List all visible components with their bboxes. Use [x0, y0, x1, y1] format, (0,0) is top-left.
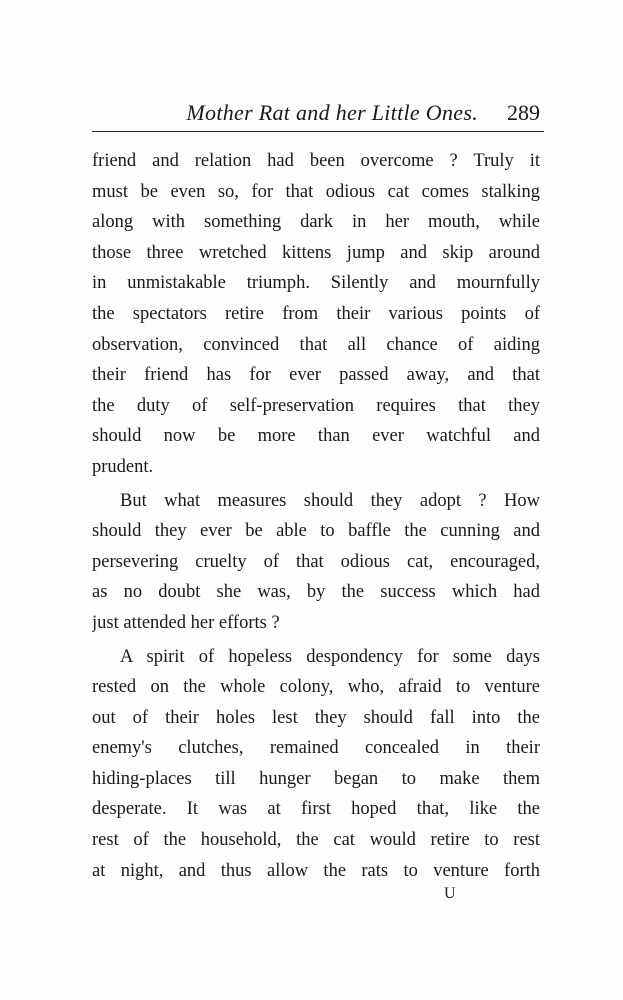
text-line: rested on the whole colony, who, afraid to venture	[92, 677, 540, 698]
text-line: as no doubt she was, by the success which had	[92, 582, 540, 603]
text-line: at night, and thus allow the rats to venture forth	[92, 860, 540, 881]
text-line: But what measures should they adopt ? How	[120, 490, 540, 511]
body-text	[92, 146, 540, 886]
text-line: along with something dark in her mouth, while	[92, 212, 540, 233]
running-title: Mother Rat and her Little Ones.	[186, 100, 478, 125]
text-line: just attended her efforts ?	[92, 612, 280, 633]
text-line: hiding-places till hunger began to make them	[92, 768, 540, 789]
text-line: friend and relation had been overcome ? Truly it	[92, 151, 540, 171]
text-line: their friend has for ever passed away, and that	[92, 365, 540, 386]
text-line: those three wretched kittens jump and skip around	[92, 242, 540, 263]
text-line: enemy's clutches, remained concealed in their	[92, 738, 540, 759]
text-line: the duty of self-preservation requires that they	[92, 395, 540, 416]
text-line: in unmistakable triumph. Silently and mournfully	[92, 273, 540, 294]
text-line: should they ever be able to baffle the cunning and	[92, 521, 540, 542]
text-line: the spectators retire from their various points of	[92, 303, 540, 324]
text-line: desperate. It was at first hoped that, like the	[92, 799, 540, 820]
page-number: 289	[507, 100, 540, 125]
text-line: A spirit of hopeless despondency for some days	[120, 646, 540, 667]
text-line: should now be more than ever watchful and	[92, 426, 540, 447]
text-line: observation, convinced that all chance of aiding	[92, 334, 540, 355]
text-line: persevering cruelty of that odious cat, encouraged,	[92, 551, 540, 572]
text-line: must be even so, for that odious cat comes stalking	[92, 181, 540, 202]
running-head	[92, 96, 544, 130]
text-line: prudent.	[92, 456, 154, 477]
text-line: out of their holes lest they should fall into the	[92, 707, 540, 728]
signature-mark: U	[444, 885, 457, 902]
header-rule	[92, 131, 544, 132]
text-line: rest of the household, the cat would retire to rest	[92, 830, 540, 851]
